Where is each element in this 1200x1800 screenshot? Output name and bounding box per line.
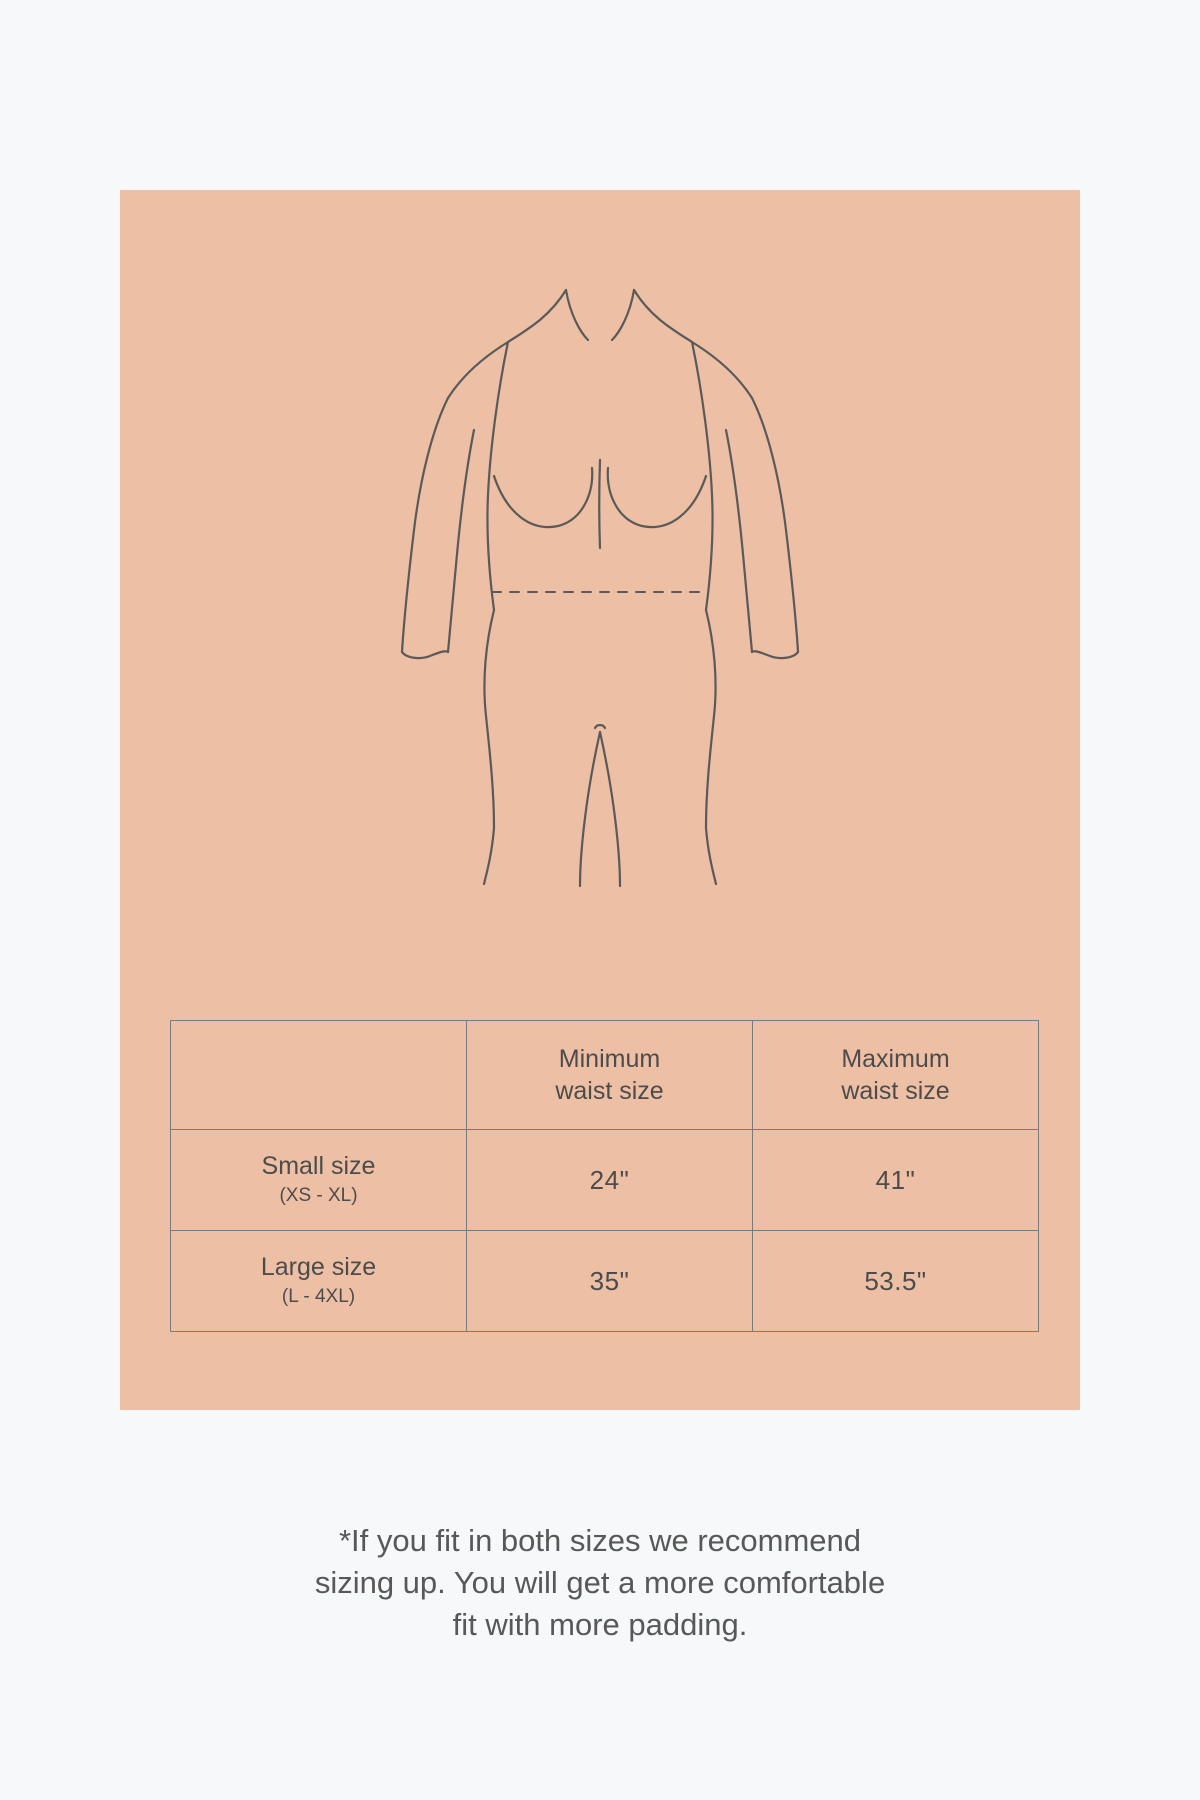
large-max-value: 53.5" [753,1231,1039,1332]
row-label-large [171,1231,467,1332]
row-label-small-main: Small size [261,1152,376,1181]
small-max-value: 41" [753,1130,1039,1231]
footnote-line-3: fit with more padding. [452,1606,748,1642]
sizing-footnote [120,1520,1080,1646]
footnote-line-2: sizing up. You will get a more comfortable [314,1564,886,1600]
table-row [171,1231,1039,1332]
row-label-small [171,1130,467,1231]
row-label-large-sub: (L - 4XL) [281,1286,356,1308]
large-min-value: 35" [467,1231,753,1332]
table-row [171,1130,1039,1231]
header-minimum-line2: waist size [555,1077,664,1105]
row-label-large-main: Large size [260,1253,377,1282]
table-header-row [171,1021,1039,1130]
size-chart-card [120,190,1080,1410]
small-min-value: 24" [467,1130,753,1231]
row-label-small-sub: (XS - XL) [279,1185,358,1207]
header-minimum-waist [467,1021,753,1130]
header-minimum-line1: Minimum [558,1044,661,1073]
header-maximum-line1: Maximum [841,1044,950,1073]
body-illustration [120,220,1080,980]
footnote-line-1: *If you fit in both sizes we recommend [338,1523,862,1558]
header-blank-cell [171,1021,467,1130]
waist-size-table [170,1020,1039,1332]
header-maximum-waist [753,1021,1039,1130]
female-torso-icon [390,280,810,920]
header-maximum-line2: waist size [841,1077,950,1105]
